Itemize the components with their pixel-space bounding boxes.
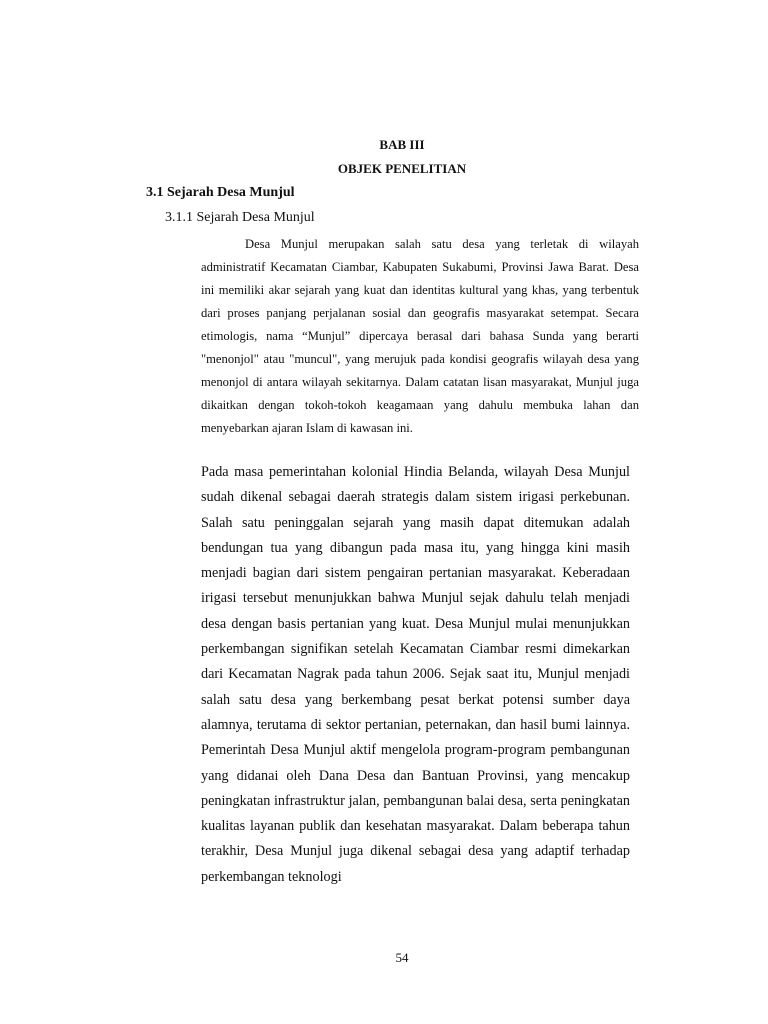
chapter-number: BAB III <box>379 137 425 152</box>
body-paragraph-1: Desa Munjul merupakan salah satu desa yang terletak di wilayah administratif Kecamatan Ciambar, Kabupaten Sukabumi, Provinsi Jawa Barat. Desa ini memiliki akar sejarah yang kuat dan identitas kultural yang khas, yang terbentuk dari proses panjang perjalanan sosial dan geografis masyarakat setempat. Secara etimologis, nama “Munjul” dipercaya berasal dari bahasa Sunda yang berarti "menonjol" atau "muncul", yang merujuk pada kondisi geografis wilayah desa yang menonjol di antara wilayah sekitarnya. Dalam catatan lisan masyarakat, Munjul juga dikaitkan dengan tokoh-tokoh keagamaan yang dahulu membuka lahan dan menyebarkan ajaran Islam di kawasan ini. <box>201 237 639 435</box>
chapter-title: OBJEK PENELITIAN <box>337 161 467 176</box>
subsection-heading: 3.1.1 Sejarah Desa Munjul <box>165 210 315 225</box>
page-number: 54 <box>395 950 409 965</box>
body-paragraph-2: Pada masa pemerintahan kolonial Hindia Belanda, wilayah Desa Munjul sudah dikenal sebagai daerah strategis dalam sistem irigasi perkebunan. Salah satu peninggalan sejarah yang masih dapat ditemukan adalah bendungan tua yang dibangun pada masa itu, yang hingga kini masih menjadi bagian dari sistem pengairan pertanian masyarakat. Keberadaan irigasi tersebut menunjukkan bahwa Munjul sejak dahulu telah menjadi desa dengan basis pertanian yang kuat. Desa Munjul mulai menunjukkan perkembangan signifikan setelah Kecamatan Ciambar resmi dimekarkan dari Kecamatan Nagrak pada tahun 2006. Sejak saat itu, Munjul menjadi salah satu desa yang berkembang pesat berkat potensi sumber daya alamnya, terutama di sektor pertanian, peternakan, dan hasil bumi lainnya. Pemerintah Desa Munjul aktif mengelola program-program pembangunan yang didanai oleh Dana Desa dan Bantuan Provinsi, yang mencakup peningkatan infrastruktur jalan, pembangunan balai desa, serta peningkatan kualitas layanan publik dan kesehatan masyarakat. Dalam beberapa tahun terakhir, Desa Munjul juga dikenal sebagai desa yang adaptif terhadap perkembangan teknologi <box>201 464 630 885</box>
section-heading: 3.1 Sejarah Desa Munjul <box>146 185 295 200</box>
